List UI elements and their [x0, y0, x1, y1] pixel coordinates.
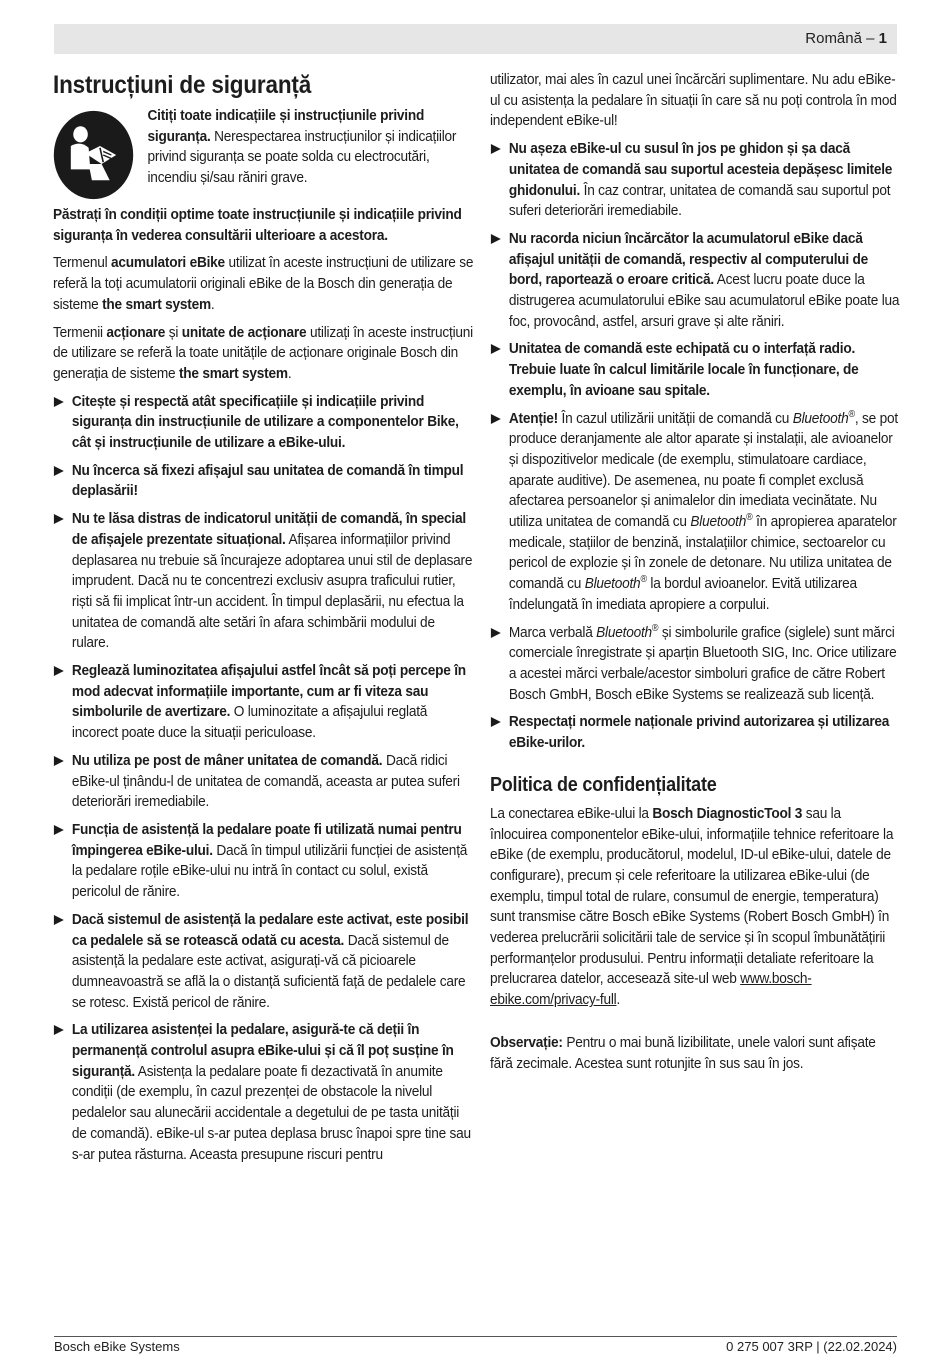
bullet-item: Nu utiliza pe post de mâner unitatea de comandă. Dacă ridici eBike-ul ținându-l de unitatea de comandă, aceasta ar putea suferi deteriorări iremediabile.: [53, 751, 473, 813]
bullet-attention: Atenție! În cazul utilizării unității de comandă cu Bluetooth®, se pot produce deranjamente ale altor aparate și instalații, ale avioanelor și dispozitivelor medicale (de exemplu, stimulatoare cardiace, aparate auditive). De asemenea, nu poate fi complet exclusă afectarea persoanelor și animalelor din imediata vecinătate. Nu utiliza unitatea de comandă cu Bluetooth® în apropierea aparatelor medicale, stațiilor de benzină, instalațiilor chimice, sectoarelor cu pericol de explozie și în zonele de detonare. Nu utiliza unitatea de comandă cu Bluetooth® la bordul avioanelor. Evită utilizarea îndelungată în imediata apropiere a corpului.: [490, 409, 900, 616]
bullet-item: Respectați normele naționale privind autorizarea și utilizarea eBike-urilor.: [490, 712, 900, 753]
bullet-item: La utilizarea asistenței la pedalare, asigură-te că deții în permanență controlul asupra eBike-ului și că îl poț susține în siguranță. Asistența la pedalare poate fi dezactivată în anumite condiții (de exemplu, în cazul prezenței de obstacole la nivelul pedalelor sau alunecării accidentale a degetului de pe tasta unității de comandă). eBike-ul s-ar putea deplasa brusc înapoi spre tine sau s-ar putea răsturna. Aceasta presupune riscuri pentru: [53, 1020, 473, 1165]
privacy-heading: Politica de confidențialitate: [490, 773, 717, 796]
right-column: [490, 70, 900, 1081]
header-label: Română – 1: [805, 30, 887, 47]
bullet-item: Dacă sistemul de asistență la pedalare este activat, este posibil ca pedalele să se rotească odată cu acesta. Dacă sistemul de asistență la pedalare este activat, asigurați-vă că picioarele dumneavoastră se află la o distanță suficientă față de pedalele care se rotesc. Există pericol de rănire.: [53, 910, 473, 1014]
continuation-text: utilizator, mai ales în cazul unei încărcări suplimentare. Nu adu eBike-ul cu asistența la pedalare în situații în care să nu poți controla în mod independent eBike-ul!: [490, 71, 897, 130]
footer-document-number: 0 275 007 3RP | (22.02.2024): [726, 1339, 897, 1354]
bullet-item: Nu încerca să fixezi afișajul sau unitatea de comandă în timpul deplasării!: [53, 461, 473, 502]
privacy-paragraph: La conectarea eBike-ului la Bosch DiagnosticTool 3 sau la înlocuirea componentelor eBike-ului, informațiile tehnice referitoare la eBike (de exemplu, producătorul, modelul, ID-ul eBike-ului, datele de configurare), precum și cele referitoare la utilizarea eBike-ului (de exemplu, timpul total de rulare, consumul de energie, temperatura) sunt transmise către Bosch eBike Systems (Robert Bosch GmbH) în vederea prelucrării solicitării tale de service și în scopul îmbunătățirii performanțelor produsului. Pentru informații detaliate referitoare la prelucrarea datelor, accesează site-ul web www.bosch-ebike.com/privacy-full.: [490, 804, 894, 1009]
bullet-item: Reglează luminozitatea afișajului astfel încât să poți percepe în mod adecvat informațiile importante, cum ar fi viteza sau simbolurile de avertizare. O luminozitate a afișajului reglată incorect poate duce la situații periculoase.: [53, 661, 473, 744]
keep-instructions: Păstrați în condiții optime toate instrucțiunile și indicațiile privind siguranța în vederea consultării ulterioare a acestora.: [53, 206, 462, 244]
bullet-item: Nu racorda niciun încărcător la acumulatorul eBike dacă afișajul unității de comandă, respectiv al computerului de bord, raportează o eroare critică. Acest lucru poate duce la distrugerea acumulatorului eBike sau acumulatorul eBike poate lua foc, provocând, astfel, arsuri grave și alte răniri.: [490, 229, 900, 333]
section-title: Instrucțiuni de siguranță: [53, 71, 312, 99]
page-number: 1: [878, 30, 887, 47]
bullet-trademark: Marca verbală Bluetooth® și simbolurile grafice (siglele) sunt mărci comerciale înregistrate și aparțin Bluetooth SIG, Inc. Orice utilizare a acestei mărci verbale/acestor simboluri grafice de către Robert Bosch GmbH, Bosch eBike Systems se realizează sub licență.: [490, 623, 900, 706]
bullet-item: Nu așeza eBike-ul cu susul în jos pe ghidon și șa dacă unitatea de comandă sau suportul acesteia depășesc limitele ghidonului. În caz contrar, unitatea de comandă sau suportul pot suferi deteriorări iremediabile.: [490, 139, 900, 222]
footer-divider: [54, 1336, 897, 1337]
bullet-item: Nu te lăsa distras de indicatorul unității de comandă, în special de afișajele prezentate situațional. Afișarea informațiilor privind deplasarea nu trebuie să încurajeze adoptarea unui stil de deplasare imprudent. Dacă nu te concentrezi exclusiv asupra traficului rutier, riști să fii implicat într-un accident. În timpul deplasării, nu efectua la unitatea de comandă alte setări în afara schimbării modului de rulare.: [53, 509, 473, 654]
bullet-item: Unitatea de comandă este echipată cu o interfață radio. Trebuie luate în calcul limitările locale în funcționare, de exemplu, în avioane sau spitale.: [490, 339, 900, 401]
bullet-item: Citește și respectă atât specificațiile și indicațiile privind siguranța din instrucțiunile de utilizare a componentelor Bike, cât și instrucțiunile de utilizare a eBike-ului.: [53, 392, 473, 454]
read-manual-icon: [53, 110, 134, 200]
privacy-link[interactable]: www.bosch-ebike.com/privacy-full: [490, 970, 812, 1009]
intro-block: [53, 106, 473, 200]
paragraph-drive-unit: Termenii acționare și unitate de acționare utilizați în aceste instrucțiuni de utilizare se referă la toate unitățile de acționare originale Bosch din generația de sisteme the smart system.: [53, 323, 473, 382]
left-column: [53, 70, 473, 1172]
bullet-item: Funcția de asistență la pedalare poate fi utilizată numai pentru împingerea eBike-ului. Dacă în timpul utilizării funcției de asistență la pedalare roțile eBike-ului nu intră în contact cu solul, există pericolul de rănire.: [53, 820, 473, 903]
page-header: [54, 24, 897, 54]
footer-company: Bosch eBike Systems: [54, 1339, 180, 1354]
intro-text: Citiți toate indicațiile și instrucțiunile privind siguranța. Nerespectarea instrucțiunilor și indicațiilor privind siguranța se poate solda cu electrocutări, incendiu și/sau răniri grave.: [147, 107, 457, 187]
paragraph-batteries: Termenul acumulatori eBike utilizat în aceste instrucțiuni de utilizare se referă la toți acumulatorii originali eBike de la Bosch din generația de sisteme the smart system.: [53, 254, 474, 313]
note-paragraph: Observație: Pentru o mai bună lizibilitate, unele valori sunt afișate fără zecimale. Acestea sunt rotunjite în sus sau în jos.: [490, 1033, 876, 1072]
